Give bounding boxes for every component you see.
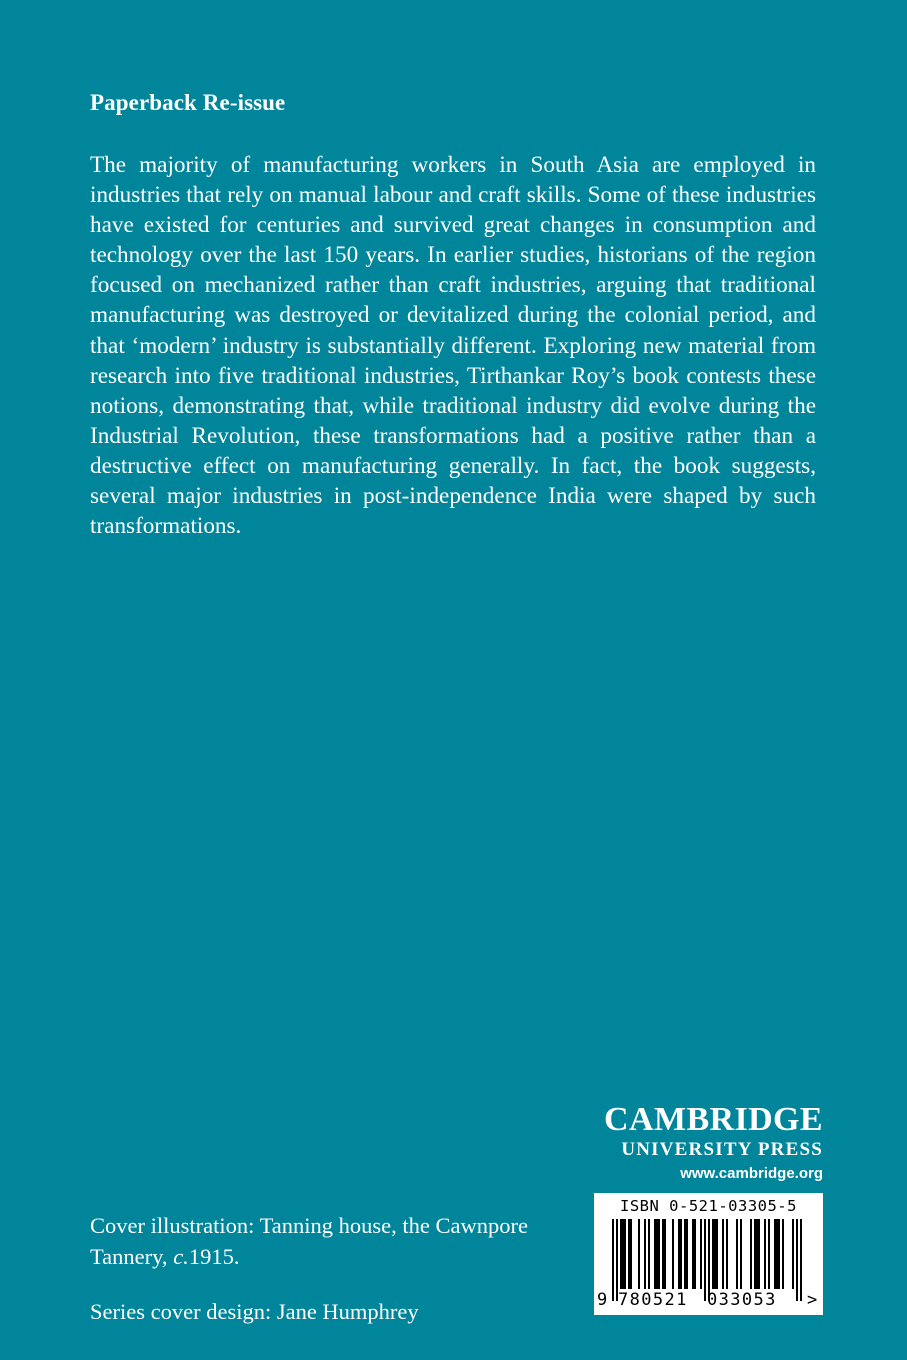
barcode-bar: [624, 1219, 626, 1289]
publisher-url: www.cambridge.org: [680, 1165, 823, 1182]
barcode-bar: [630, 1219, 632, 1289]
barcode-bar: [800, 1219, 802, 1301]
barcode-bar: [616, 1219, 618, 1301]
barcode-bar: [714, 1219, 716, 1289]
barcode-bar: [680, 1219, 682, 1289]
isbn-number: ISBN 0-521-03305-5: [620, 1197, 797, 1215]
barcode-bar: [612, 1219, 614, 1301]
barcode-bar: [648, 1219, 650, 1289]
barcode-bar: [654, 1219, 656, 1289]
barcode-bar: [658, 1219, 660, 1289]
barcode-bar: [740, 1219, 742, 1289]
barcode-bar: [716, 1219, 718, 1289]
publisher-logo: [604, 1103, 823, 1184]
barcode-bar: [672, 1219, 674, 1289]
barcode-bar: [778, 1219, 780, 1289]
barcode-bar: [662, 1219, 664, 1289]
barcode-bar: [686, 1219, 688, 1289]
barcode-bar: [704, 1219, 706, 1301]
barcode-bar: [708, 1219, 710, 1301]
barcode-bar: [684, 1219, 686, 1289]
barcode-bar: [754, 1219, 756, 1289]
illustration-caption: Cover illustration: Tanning house, the Cawnpore Tannery,: [90, 1213, 528, 1269]
cover-design-credit: Series cover design: Jane Humphrey: [90, 1299, 419, 1324]
publisher-name: CAMBRIDGE: [604, 1101, 823, 1138]
barcode-bar: [644, 1219, 646, 1289]
barcode-bar: [756, 1219, 758, 1289]
barcode-bar: [628, 1219, 630, 1289]
barcode-quiet-zone-marker: >: [807, 1290, 818, 1310]
barcode-bar: [758, 1219, 760, 1289]
barcode-digits-left: 780521: [618, 1290, 688, 1310]
publisher-subname: UNIVERSITY PRESS: [621, 1139, 823, 1160]
barcode-bar: [776, 1219, 778, 1289]
cover-credits: [90, 1210, 550, 1327]
barcode-bar: [796, 1219, 798, 1301]
barcode-digit-first: 9: [597, 1290, 608, 1310]
isbn-barcode: [594, 1193, 823, 1315]
barcode-bar: [620, 1219, 622, 1289]
barcode-bar: [656, 1219, 658, 1289]
barcode-bar: [792, 1219, 794, 1289]
barcode-bar: [692, 1219, 694, 1289]
barcode-bar: [678, 1219, 680, 1289]
barcode-bar: [622, 1219, 624, 1289]
barcode-bar: [694, 1219, 696, 1289]
barcode-bar: [764, 1219, 766, 1289]
cover-illustration-credit: [90, 1210, 550, 1272]
illustration-year: 1915.: [188, 1244, 240, 1269]
edition-heading: Paperback Re-issue: [90, 90, 286, 115]
barcode-bar: [726, 1219, 728, 1289]
barcode-bar: [700, 1219, 702, 1289]
book-description: The majority of manufacturing workers in South Asia are employed in industries that rely on manual labour and craft skills. Some of these industries have existed for centuries and survived great changes in consumption and technology over the last 150 years. In earlier studies, historians of the region focused on mechanized rather than craft industries, arguing that traditional manufacturing was destroyed or devitalized during the colonial period, and that ‘modern’ industry is substantially different. Exploring new material from research into five traditional industries, Tirthankar Roy’s book contests these notions, demonstrating that, while traditional industry did evolve during the Industrial Revolution, these transformations had a positive rather than a destructive effect on manufacturing generally. In fact, the book suggests, several major industries in post-independence India were shaped by such transformations.: [90, 152, 816, 540]
barcode-bar: [774, 1219, 776, 1289]
barcode-bar: [664, 1219, 666, 1289]
barcode-bar: [736, 1219, 738, 1289]
barcode-bar: [638, 1219, 640, 1289]
barcode-bar: [782, 1219, 784, 1289]
barcode-bar: [750, 1219, 752, 1289]
barcode-bar: [712, 1219, 714, 1289]
barcode-bar: [722, 1219, 724, 1289]
barcode-bar: [768, 1219, 770, 1289]
barcode-digits-right: 033053: [707, 1290, 777, 1310]
circa-abbrev: c.: [173, 1244, 189, 1269]
